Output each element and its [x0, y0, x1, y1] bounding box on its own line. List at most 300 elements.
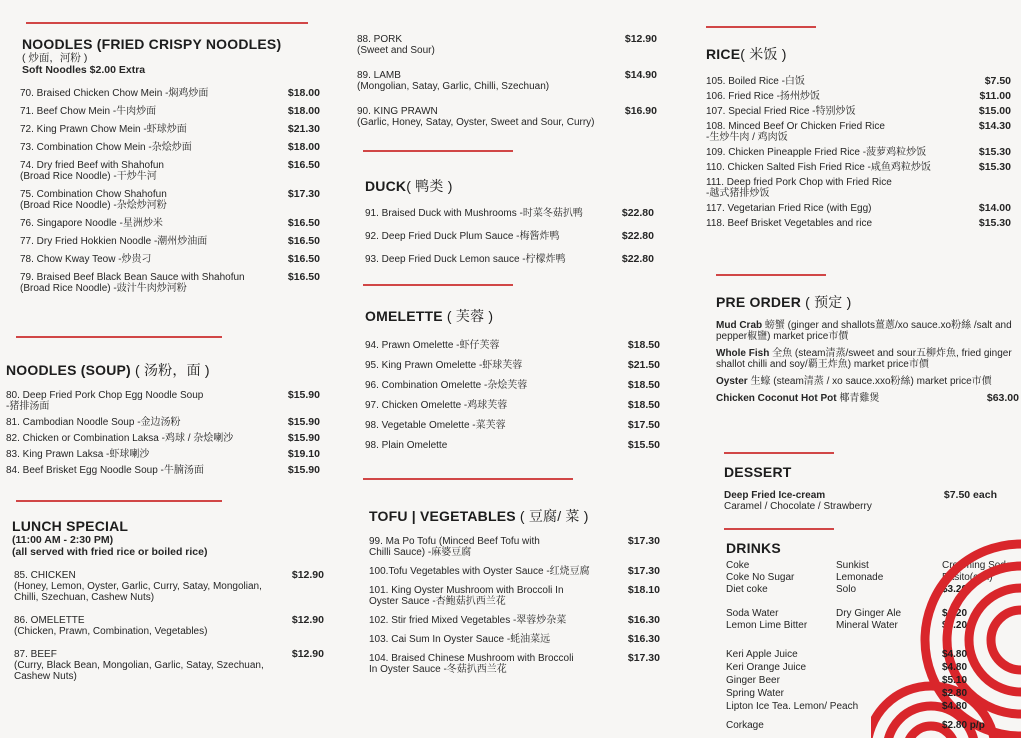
menu-item: [357, 106, 657, 128]
drink-item: Ginger Beer: [726, 675, 780, 686]
menu-item-title: 98. Plain Omelette: [365, 440, 448, 451]
menu-item-price: $17.30: [627, 565, 660, 577]
menu-item: [20, 254, 320, 265]
menu-item: [6, 465, 320, 476]
menu-item-name: [20, 124, 288, 135]
drink-price: $4.80: [942, 649, 968, 660]
menu-item: [706, 177, 1011, 199]
menu-item-price: $15.90: [287, 416, 320, 428]
menu-item: [706, 162, 1011, 173]
menu-item-price: $15.30: [978, 146, 1011, 158]
menu-item-title: 74. Dry fried Beef with Shahofun: [20, 160, 164, 171]
drink-item: Coke No Sugar: [726, 572, 795, 583]
menu-item-price: $16.50: [287, 235, 320, 247]
menu-item: [706, 218, 1011, 229]
section-title: [706, 44, 1021, 64]
section-note: Soft Noodles $2.00 Extra: [22, 64, 146, 76]
menu-column-1: [6, 0, 324, 738]
menu-item-title: 81. Cambodian Noodle Soup -金边汤粉: [6, 417, 181, 428]
menu-item-name: [20, 272, 288, 294]
menu-item-price: $15.90: [287, 432, 320, 444]
divider: [716, 274, 826, 276]
menu-item-price: $15.00: [978, 105, 1011, 117]
section-title: LUNCH SPECIAL: [12, 518, 129, 534]
menu-item: [369, 615, 660, 626]
menu-item-price: $15.90: [287, 389, 320, 401]
dessert-flavours: Caramel / Chocolate / Strawberry: [724, 501, 872, 512]
menu-item-price: $18.00: [287, 105, 320, 117]
menu-item-price: $18.50: [627, 399, 660, 411]
menu-item-name: [6, 390, 288, 412]
menu-item-price: $15.30: [978, 217, 1011, 229]
menu-item-name: [716, 376, 1019, 387]
menu-item: [20, 160, 320, 182]
item-list: [12, 570, 324, 682]
menu-item-title: 84. Beef Brisket Egg Noodle Soup -牛腩汤面: [6, 465, 204, 476]
menu-item: [14, 570, 324, 603]
menu-item-description: 螃蟹 (ginger and shallots薑蔥/xo sauce.xo粉絲 /salt and pepper椒鹽) market price市價: [716, 320, 1012, 342]
menu-item-price: $14.90: [624, 69, 657, 81]
section-title-text: OMELETTE: [365, 308, 443, 324]
section-note: (all served with fried rice or boiled rice): [12, 546, 208, 558]
menu-item-description: (Chicken, Prawn, Combination, Vegetables): [14, 626, 208, 637]
menu-item-description: (Curry, Black Bean, Mongolian, Garlic, Satay, Szechuan, Cashew Nuts): [14, 660, 264, 682]
section-title: DRINKS: [726, 540, 781, 556]
drink-price: $5.10: [942, 675, 968, 686]
menu-item-title: 118. Beef Brisket Vegetables and rice: [706, 218, 873, 229]
menu-item-price: $16.50: [287, 159, 320, 171]
menu-item-description: (Garlic, Honey, Satay, Oyster, Sweet and Sour, Curry): [357, 117, 595, 128]
menu-item-name: [14, 649, 292, 682]
drinks-water-1: [726, 608, 807, 632]
menu-item-name: [365, 340, 628, 351]
menu-item-name: [369, 653, 628, 675]
drink-price: $4.20: [942, 620, 968, 631]
section-title-zh: ( 汤粉，面 ): [135, 362, 210, 378]
menu-item: [369, 653, 660, 675]
menu-item-price: $17.50: [627, 419, 660, 431]
menu-item: [365, 231, 654, 242]
menu-item-title: 105. Boiled Rice -白饭: [706, 76, 805, 87]
menu-item: [20, 189, 320, 211]
menu-item-price: $12.90: [291, 569, 324, 581]
drink-price: $4.80: [942, 662, 968, 673]
menu-item-title: 79. Braised Beef Black Bean Sauce with Shahofun: [20, 272, 245, 283]
menu-item-price: $18.50: [627, 339, 660, 351]
menu-item: [365, 400, 660, 411]
menu-item-name: [14, 615, 292, 637]
menu-item-title: 89. LAMB: [357, 70, 401, 81]
menu-item-price: $11.00: [979, 90, 1011, 102]
item-list: [6, 390, 324, 476]
menu-item-title: 100.Tofu Vegetables with Oyster Sauce -红烧豆腐: [369, 566, 590, 577]
drink-item: Spring Water: [726, 688, 784, 699]
menu-item-name: [706, 147, 979, 158]
menu-item-name: [706, 203, 979, 214]
menu-item-price: $21.30: [287, 123, 320, 135]
menu-item-title: 102. Stir fried Mixed Vegetables -翠蓉炒杂菜: [369, 615, 567, 626]
menu-item-name: [20, 236, 288, 247]
section-title-text: RICE: [706, 46, 741, 62]
section-title-zh: ( 豆腐/ 菜 ): [519, 508, 589, 524]
menu-item-name: [6, 465, 288, 476]
menu-item: [14, 615, 324, 637]
menu-item-name: [706, 76, 985, 87]
menu-item-price: $14.00: [978, 202, 1011, 214]
menu-item-description: 全魚 (steam清蒸/sweet and sour五柳炸魚, fried ginger shallot chilli and soy/覇王炸魚) market price市價: [716, 348, 1012, 370]
menu-item-price: $18.00: [287, 87, 320, 99]
menu-item: [365, 254, 654, 265]
menu-item-name: [357, 106, 625, 128]
menu-item-title: 101. King Oyster Mushroom with Broccoli In: [369, 585, 564, 596]
item-list: [357, 34, 662, 128]
dessert-price: $7.50 each: [943, 489, 997, 501]
menu-item-description: (Broad Rice Noodle) -豉汁牛肉炒河粉: [20, 283, 187, 294]
drink-item: Creaming Soda: [942, 560, 1012, 571]
section-title: [365, 176, 662, 196]
menu-item-name: [706, 177, 1011, 199]
menu-item-title: 103. Cai Sum In Oyster Sauce -蚝油菜远: [369, 634, 551, 645]
menu-item-name: [20, 106, 288, 117]
menu-item: [20, 236, 320, 247]
section-subtitle: ( 炒面，河粉 ): [22, 52, 88, 64]
section-noodles-soup: [6, 360, 324, 481]
menu-item-price: $22.80: [621, 207, 654, 219]
section-omelette: [357, 306, 662, 460]
menu-item-price: $15.90: [287, 464, 320, 476]
menu-item-name: [706, 162, 979, 173]
drink-item: Coke: [726, 560, 750, 571]
menu-item: [6, 449, 320, 460]
menu-item-price: $17.30: [627, 652, 660, 664]
menu-item-title: 87. BEEF: [14, 649, 57, 660]
menu-item-price: $22.80: [621, 230, 654, 242]
menu-item-title: 98. Vegetable Omelette -菜芙蓉: [365, 420, 506, 431]
menu-item-description: Chilli Sauce) -麻婆豆腐: [369, 547, 472, 558]
menu-item: [20, 272, 320, 294]
menu-item-name: [357, 70, 625, 92]
menu-item-title: 73. Combination Chow Mein -杂烩炒面: [20, 142, 192, 153]
menu-item-title: 117. Vegetarian Fried Rice (with Egg): [706, 203, 872, 214]
menu-item-price: $16.50: [287, 253, 320, 265]
menu-item-name: [369, 634, 628, 645]
menu-item-price: $14.30: [978, 120, 1011, 132]
menu-item: [716, 393, 1019, 404]
section-title: [716, 292, 1021, 312]
menu-item-title: 90. KING PRAWN: [357, 106, 438, 117]
menu-item-name: [365, 360, 628, 371]
section-title-text: TOFU | VEGETABLES: [369, 508, 516, 524]
menu-item-description: -越式猪排炒饭: [706, 188, 770, 199]
menu-item-name: [369, 536, 628, 558]
menu-item-price: $63.00: [986, 392, 1019, 404]
menu-item-title: 71. Beef Chow Mein -牛肉炒面: [20, 106, 157, 117]
menu-item: [20, 142, 320, 153]
menu-item: [716, 376, 1019, 387]
menu-item-price: $7.50: [984, 75, 1011, 87]
divider: [724, 528, 834, 530]
menu-item-title: 111. Deep fried Pork Chop with Fried Rice: [706, 177, 892, 188]
section-tofu-vegetables: [357, 506, 662, 683]
menu-item: [20, 218, 320, 229]
menu-item-name: [357, 34, 625, 56]
section-noodles-fried: [6, 36, 324, 301]
menu-item-price: $16.50: [287, 217, 320, 229]
section-lunch-more: [357, 34, 662, 142]
divider: [26, 22, 308, 24]
menu-item-price: $16.30: [627, 633, 660, 645]
divider: [363, 150, 513, 152]
menu-item: [6, 433, 320, 444]
menu-item-title: 97. Chicken Omelette -鸡球芙蓉: [365, 400, 508, 411]
menu-item-price: $12.90: [291, 614, 324, 626]
menu-item: [706, 76, 1011, 87]
drink-price: $3.20: [942, 584, 968, 595]
menu-item-title: 110. Chicken Salted Fish Fried Rice -咸鱼鸡粒炒饭: [706, 162, 931, 173]
drink-price: $4.80: [942, 701, 968, 712]
menu-item-name: [716, 393, 987, 404]
menu-item-name: [20, 218, 288, 229]
menu-item-name: [20, 189, 288, 211]
drinks-col-1: [726, 560, 794, 596]
menu-item-price: $18.10: [627, 584, 660, 596]
section-title-zh: ( 米饭 ): [740, 46, 787, 62]
menu-item-price: $21.50: [627, 359, 660, 371]
menu-item-name: [365, 231, 622, 242]
menu-item-title: 94. Prawn Omelette -虾仔芙蓉: [365, 340, 500, 351]
menu-item-title: 82. Chicken or Combination Laksa -鸡球 / 杂烩喇沙: [6, 433, 234, 444]
menu-item-title: 99. Ma Po Tofu (Minced Beef Tofu with: [369, 536, 540, 547]
dessert-name: Deep Fried Ice-cream: [724, 490, 826, 501]
menu-item: [365, 340, 660, 351]
drink-item: Diet coke: [726, 584, 768, 595]
section-title: NOODLES (FRIED CRISPY NOODLES): [22, 36, 282, 52]
section-duck: [357, 176, 662, 277]
menu-item-name: [369, 585, 628, 607]
menu-item-title: 107. Special Fried Rice -特别炒饭: [706, 106, 856, 117]
menu-item: [6, 417, 320, 428]
menu-item-title: 95. King Prawn Omelette -虾球芙蓉: [365, 360, 523, 371]
drink-price: $4.20: [942, 608, 968, 619]
menu-item-price: $15.50: [627, 439, 660, 451]
menu-item: [365, 440, 660, 451]
menu-item-title: 108. Minced Beef Or Chicken Fried Rice: [706, 121, 885, 132]
menu-item: [365, 380, 660, 391]
menu-item-title: Chicken Coconut Hot Pot: [716, 393, 837, 404]
drink-item: Lemon Lime Bitter: [726, 620, 808, 631]
drink-item: Lipton Ice Tea. Lemon/ Peach: [726, 701, 859, 712]
menu-item-title: 85. CHICKEN: [14, 570, 76, 581]
menu-item-description: (Sweet and Sour): [357, 45, 435, 56]
menu-item-title: Oyster: [716, 376, 748, 387]
drink-item: Keri Orange Juice: [726, 662, 807, 673]
menu-item: [365, 360, 660, 371]
menu-item-title: 96. Combination Omelette -杂烩芙蓉: [365, 380, 528, 391]
item-list: [369, 536, 662, 675]
section-dessert: [706, 464, 1021, 513]
menu-item: [14, 649, 324, 682]
drink-item: Dry Ginger Ale: [836, 608, 902, 619]
section-title-text: DUCK: [365, 178, 407, 194]
drink-price: $2.80: [942, 688, 968, 699]
menu-item-title: 86. OMELETTE: [14, 615, 85, 626]
menu-item: [369, 536, 660, 558]
menu-item-description: -生炒牛肉 / 鸡肉饭: [706, 132, 788, 143]
menu-item: [20, 124, 320, 135]
drink-item: Corkage: [726, 720, 764, 731]
item-list: [706, 76, 1021, 229]
divider: [363, 478, 573, 480]
menu-item-title: 78. Chow Kway Teow -炒贵刁: [20, 254, 152, 265]
menu-item: [706, 91, 1011, 102]
drink-item: Lemonade: [836, 572, 884, 583]
menu-item-name: [365, 380, 628, 391]
section-title-zh: ( 预定 ): [805, 294, 852, 310]
item-list: [365, 208, 662, 265]
menu-item: [365, 208, 654, 219]
divider: [724, 452, 834, 454]
menu-item-description: (Broad Rice Noodle) -干炒牛河: [20, 171, 157, 182]
menu-item: [369, 566, 660, 577]
menu-item-description: (Honey, Lemon, Oyster, Garlic, Curry, Satay, Mongolian, Chilli, Szechuan, Cashew Nuts): [14, 581, 262, 603]
drink-price: $2.80 p/p: [942, 720, 985, 731]
menu-item-title: 80. Deep Fried Pork Chop Egg Noodle Soup: [6, 390, 204, 401]
menu-item-name: [365, 208, 622, 219]
menu-item-name: [706, 121, 979, 143]
menu-item-name: [716, 348, 1019, 370]
menu-item-title: 93. Deep Fried Duck Lemon sauce -柠檬炸鸭: [365, 254, 566, 265]
section-title-text: NOODLES (SOUP): [6, 362, 131, 378]
menu-item-description: In Oyster Sauce -冬菇扒西兰花: [369, 664, 507, 675]
divider: [363, 284, 513, 286]
section-title: [6, 360, 324, 380]
menu-item-price: $17.30: [627, 535, 660, 547]
menu-item-name: [369, 566, 628, 577]
menu-item-name: [6, 417, 288, 428]
section-lunch-special: [6, 518, 324, 694]
menu-item: [706, 121, 1011, 143]
menu-item-name: [706, 218, 979, 229]
drink-item: Pasito(can): [942, 572, 993, 583]
menu-item-price: $16.50: [287, 271, 320, 283]
menu-item-name: [365, 400, 628, 411]
drink-item: Keri Apple Juice: [726, 649, 798, 660]
section-title-zh: ( 芙蓉 ): [446, 308, 494, 324]
menu-item-description: (Broad Rice Noodle) -杂烩炒河粉: [20, 200, 167, 211]
menu-item-name: [20, 142, 288, 153]
dessert-item: [724, 490, 1021, 501]
divider: [706, 26, 816, 28]
section-title: DESSERT: [724, 464, 792, 480]
menu-item-description: 椰青雞煲: [839, 393, 880, 404]
menu-item-title: 106. Fried Rice -扬州炒饭: [706, 91, 820, 102]
menu-item: [357, 34, 657, 56]
section-pre-order: [706, 292, 1021, 410]
menu-item: [20, 106, 320, 117]
menu-item-name: [6, 449, 288, 460]
drink-item: Mineral Water: [836, 620, 898, 631]
menu-item: [365, 420, 660, 431]
menu-item-price: $22.80: [621, 253, 654, 265]
menu-item: [706, 147, 1011, 158]
menu-item-title: 72. King Prawn Chow Mein -虾球炒面: [20, 124, 187, 135]
menu-item-price: $15.30: [978, 161, 1011, 173]
menu-item-name: [14, 570, 292, 603]
menu-item-title: 83. King Prawn Laksa -虾球喇沙: [6, 449, 150, 460]
menu-item-name: [706, 91, 979, 102]
menu-item: [6, 390, 320, 412]
menu-item-title: 75. Combination Chow Shahofun: [20, 189, 167, 200]
menu-item-name: [716, 320, 1019, 342]
menu-item-title: 104. Braised Chinese Mushroom with Broccoli: [369, 653, 574, 664]
menu-item-name: [6, 433, 288, 444]
item-list: [716, 320, 1021, 404]
menu-item-title: Whole Fish: [716, 348, 770, 359]
menu-item: [706, 106, 1011, 117]
menu-item-price: $16.30: [627, 614, 660, 626]
menu-item-title: 88. PORK: [357, 34, 403, 45]
item-list: [365, 340, 662, 451]
menu-item-price: $12.90: [624, 33, 657, 45]
drink-item: Sunkist: [836, 560, 869, 571]
section-title-zh: ( 鸭类 ): [406, 178, 453, 194]
menu-item: [20, 88, 320, 99]
menu-item-price: $17.30: [287, 188, 320, 200]
section-title: [365, 306, 662, 326]
menu-item-name: [20, 88, 288, 99]
menu-item: [706, 203, 1011, 214]
menu-item-price: $19.10: [287, 448, 320, 460]
menu-item-description: 生蠔 (steam清蒸 / xo sauce.xxo粉絲) market price市價: [750, 376, 992, 387]
menu-item-title: 92. Deep Fried Duck Plum Sauce -梅酱炸鸭: [365, 231, 560, 242]
menu-item: [716, 348, 1019, 370]
section-hours: (11:00 AM - 2:30 PM): [12, 534, 114, 546]
section-title: [369, 506, 662, 526]
menu-item-name: [365, 420, 628, 431]
menu-item: [369, 585, 660, 607]
section-rice: [706, 44, 1021, 233]
menu-item-price: $16.90: [624, 105, 657, 117]
menu-item-title: Mud Crab: [716, 320, 763, 331]
menu-column-2: [357, 0, 662, 738]
menu-item-name: [20, 254, 288, 265]
drink-item: Solo: [836, 584, 857, 595]
drink-item: Soda Water: [726, 608, 779, 619]
menu-item-description: -猪排汤面: [6, 401, 50, 412]
menu-item-price: $12.90: [291, 648, 324, 660]
menu-item: [369, 634, 660, 645]
menu-item-title: 77. Dry Fried Hokkien Noodle -潮州炒油面: [20, 236, 208, 247]
menu-item-name: [365, 254, 622, 265]
section-title-text: PRE ORDER: [716, 294, 802, 310]
menu-item-description: (Mongolian, Satay, Garlic, Chilli, Szechuan): [357, 81, 550, 92]
item-list: [6, 88, 324, 294]
drinks-juice-prices: [942, 648, 985, 732]
drinks-juices: [726, 648, 858, 732]
menu-item-name: [369, 615, 628, 626]
divider: [16, 500, 222, 502]
divider: [16, 336, 222, 338]
menu-item-name: [706, 106, 979, 117]
menu-item-price: $18.00: [287, 141, 320, 153]
menu-item-title: 109. Chicken Pineapple Fried Rice -菠萝鸡粒炒饭: [706, 147, 927, 158]
menu-item: [357, 70, 657, 92]
menu-item-description: Oyster Sauce -杏鲍菇扒西兰花: [369, 596, 506, 607]
menu-item-name: [20, 160, 288, 182]
menu-item-price: $18.50: [627, 379, 660, 391]
menu-item-title: 70. Braised Chicken Chow Mein -焖鸡炒面: [20, 88, 209, 99]
menu-item: [716, 320, 1019, 342]
